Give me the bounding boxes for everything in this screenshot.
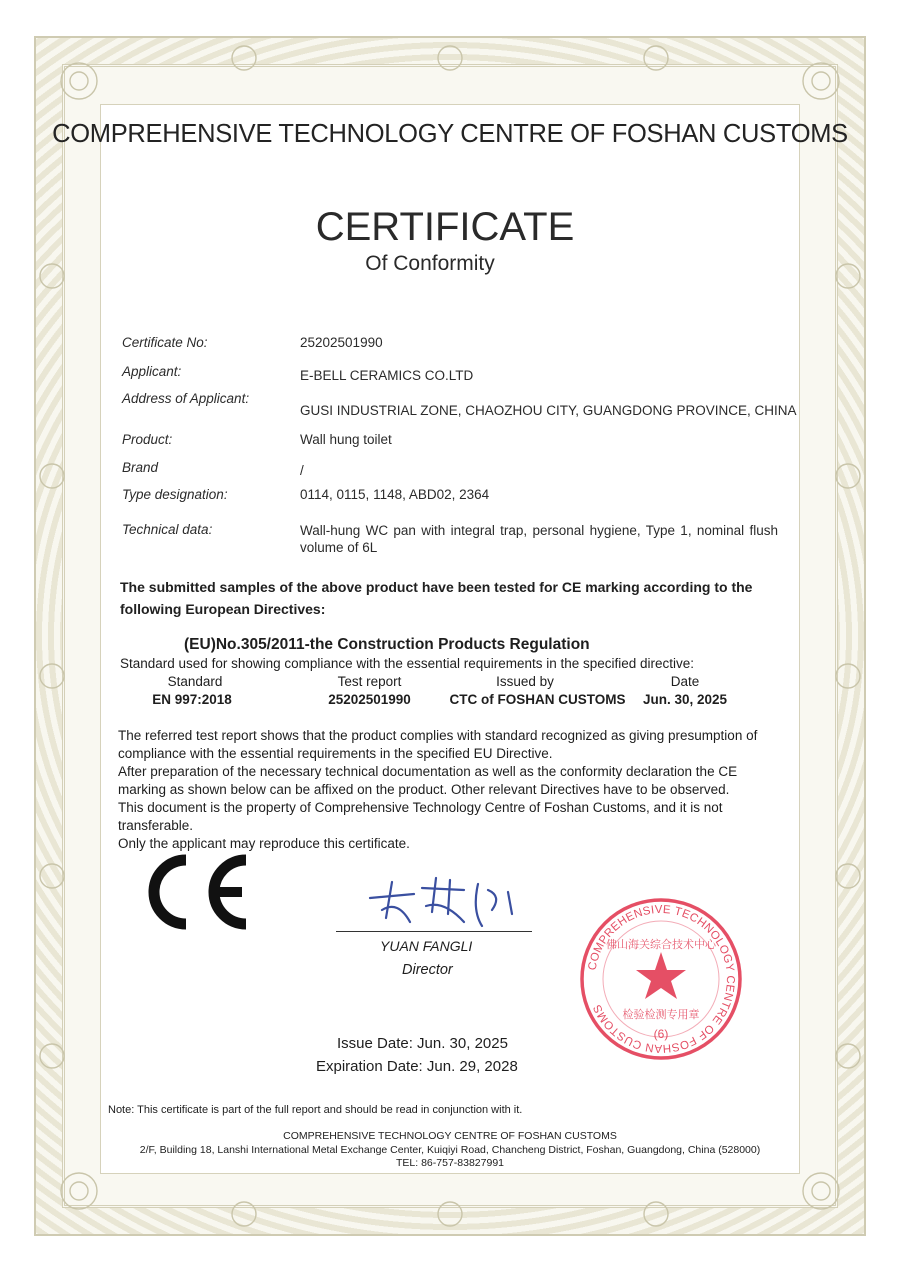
body-paragraph-2: After preparation of the necessary technical documentation as well as the conformity declaration the CE marking as shown below can be affixed on the product. Other relevant Directives have to be observed. <box>118 764 738 797</box>
signature-line <box>336 931 532 932</box>
certificate-title: CERTIFICATE <box>315 205 575 249</box>
footer-organization: COMPREHENSIVE TECHNOLOGY CENTRE OF FOSHAN CUSTOMS <box>283 1130 617 1142</box>
body-paragraph-3: This document is the property of Comprehensive Technology Centre of Foshan Customs, and it is not transferable. <box>118 800 723 833</box>
certificate-no-label: Certificate No: <box>122 335 208 350</box>
regulation-title: (EU)No.305/2011-the Construction Products Regulation <box>184 636 590 653</box>
official-stamp-icon <box>578 896 744 1062</box>
stamp-bottom-text: 检验检测专用章 <box>622 1008 700 1021</box>
test-report-value: 25202501990 <box>328 692 411 707</box>
brand-label: Brand <box>122 460 159 475</box>
certificate-no-value: 25202501990 <box>300 335 383 350</box>
applicant-label: Applicant: <box>122 364 182 379</box>
body-paragraph-4: Only the applicant may reproduce this certificate. <box>118 836 410 851</box>
col-header-standard: Standard <box>167 674 223 689</box>
signer-name: YUAN FANGLI <box>380 938 473 954</box>
issue-date: Issue Date: Jun. 30, 2025 <box>337 1035 508 1052</box>
address-value: GUSI INDUSTRIAL ZONE, CHAOZHOU CITY, GUANGDONG PROVINCE, CHINA <box>300 403 797 418</box>
standard-line: Standard used for showing compliance with the essential requirements in the specified directive: <box>120 656 695 671</box>
type-designation-value: 0114, 0115, 1148, ABD02, 2364 <box>300 487 490 502</box>
expiration-date: Expiration Date: Jun. 29, 2028 <box>316 1058 518 1075</box>
issued-by-value: CTC of FOSHAN CUSTOMS <box>449 692 626 707</box>
col-header-issued-by: Issued by <box>496 674 554 689</box>
standard-value: EN 997:2018 <box>152 692 232 707</box>
stamp-outer-text: COMPREHENSIVE TECHNOLOGY CENTRE OF FOSHAN CUSTOMS <box>586 903 737 1055</box>
applicant-value: E-BELL CERAMICS CO.LTD <box>300 368 474 383</box>
technical-data-label: Technical data: <box>122 522 213 537</box>
product-label: Product: <box>122 432 173 447</box>
stamp-number: (6) <box>653 1027 669 1041</box>
address-label: Address of Applicant: <box>122 391 250 406</box>
stamp-inner-text: 佛山海关综合技术中心 <box>606 938 716 951</box>
type-designation-label: Type designation: <box>122 487 228 502</box>
issuer-header: COMPREHENSIVE TECHNOLOGY CENTRE OF FOSHAN CUSTOMS <box>52 120 848 148</box>
ce-mark-icon <box>142 852 252 932</box>
col-header-date: Date <box>670 674 700 689</box>
footer-address: 2/F, Building 18, Lanshi International Metal Exchange Center, Kuiqiyi Road, Chancheng District, Foshan, Guangdong, China (528000) <box>139 1144 761 1156</box>
note-text: Note: This certificate is part of the full report and should be read in conjunction with it. <box>108 1104 523 1116</box>
col-header-test-report: Test report <box>337 674 402 689</box>
certificate-subtitle: Of Conformity <box>365 252 495 275</box>
body-text <box>118 727 788 853</box>
date-value: Jun. 30, 2025 <box>642 692 728 707</box>
signature-icon <box>352 870 532 930</box>
brand-value: / <box>300 463 304 478</box>
signer-title: Director <box>402 962 453 978</box>
product-value: Wall hung toilet <box>300 432 392 447</box>
footer-telephone: TEL: 86-757-83827991 <box>396 1157 504 1169</box>
technical-data-value: Wall-hung WC pan with integral trap, personal hygiene, Type 1, nominal flush volume of 6L <box>300 523 778 555</box>
body-paragraph-1: The referred test report shows that the product complies with standard recognized as giving presumption of compliance with the essential requirements in the specified EU Directive. <box>118 728 758 761</box>
tested-statement: The submitted samples of the above product have been tested for CE marking according to the following European Directives: <box>120 579 753 617</box>
